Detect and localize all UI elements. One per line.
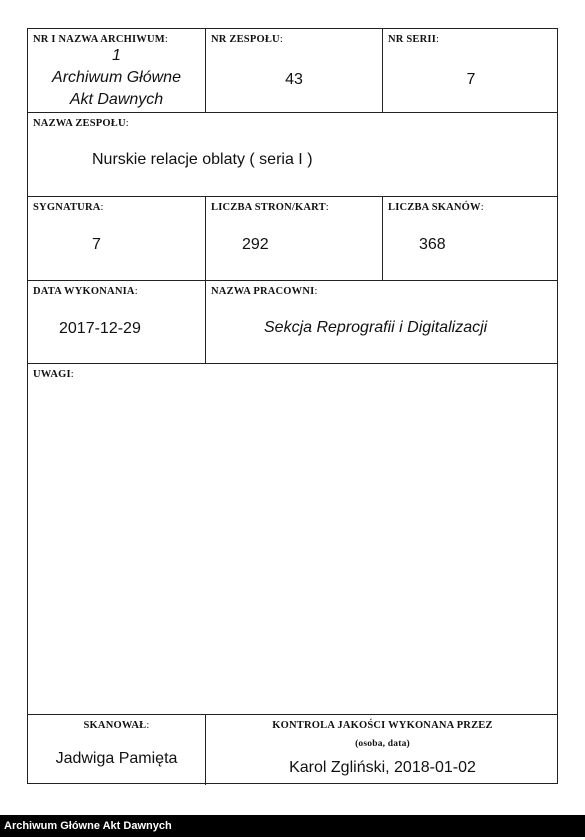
- archive-row: [28, 29, 557, 113]
- qc-label: KONTROLA JAKOŚCI WYKONANA PRZEZ: [272, 720, 493, 731]
- studio-label: NAZWA PRACOWNI: [211, 286, 315, 297]
- scanned-by-cell: SKANOWAŁ: Jadwiga Pamięta: [28, 715, 205, 785]
- fond-name-label: NAZWA ZESPOŁU: [33, 118, 126, 129]
- series-number-label: NR SERII: [388, 34, 436, 45]
- fond-name: Nurskie relacje oblaty ( seria I ): [92, 151, 313, 168]
- series-number: 7: [466, 71, 476, 88]
- scans-label: LICZBA SKANÓW: [388, 202, 481, 213]
- pages-label: LICZBA STRON/KART: [211, 202, 326, 213]
- date-label: DATA WYKONANIA: [33, 286, 135, 297]
- notes-label: UWAGI: [33, 369, 71, 380]
- date-value: 2017-12-29: [59, 320, 141, 337]
- date-cell: DATA WYKONANIA: 2017-12-29: [33, 286, 141, 337]
- pages-cell: LICZBA STRON/KART: 292: [205, 197, 382, 280]
- signature-value: 7: [92, 236, 101, 253]
- studio-cell: NAZWA PRACOWNI: Sekcja Reprografii i Digitalizacji: [205, 281, 559, 363]
- archive-cell: NR I NAZWA ARCHIWUM: 1 Archiwum Główne Akt Dawnych: [28, 29, 205, 112]
- fond-number-cell: NR ZESPOŁU: 43: [205, 29, 382, 112]
- signoff-row: [28, 715, 557, 785]
- scanned-by-value: Jadwiga Pamięta: [55, 750, 178, 767]
- archive-number: 1: [112, 47, 121, 64]
- qc-value: Karol Zgliński, 2018-01-02: [289, 759, 476, 776]
- studio-value: Sekcja Reprografii i Digitalizacji: [264, 319, 488, 336]
- archive-name-line2: Akt Dawnych: [69, 91, 164, 108]
- fond-name-row: NAZWA ZESPOŁU: Nurskie relacje oblaty ( seria I ): [28, 113, 557, 197]
- scans-cell: LICZBA SKANÓW: 368: [382, 197, 559, 280]
- counts-row: [28, 197, 557, 281]
- scans-value: 368: [419, 236, 446, 253]
- fond-number-label: NR ZESPOŁU: [211, 34, 280, 45]
- pages-value: 292: [242, 236, 269, 253]
- signature-label: SYGNATURA: [33, 202, 101, 213]
- metadata-sheet: [27, 28, 558, 784]
- archive-footer-banner: Archiwum Główne Akt Dawnych: [0, 815, 585, 837]
- notes-row: UWAGI:: [28, 364, 557, 715]
- series-number-cell: NR SERII: 7: [382, 29, 559, 112]
- quality-control-cell: [205, 715, 559, 785]
- archive-label: NR I NAZWA ARCHIWUM: [33, 34, 165, 45]
- date-studio-row: [28, 281, 557, 364]
- archive-name-line1: Archiwum Główne: [52, 69, 181, 86]
- signature-cell: SYGNATURA: 7: [33, 202, 104, 253]
- scanned-by-label: SKANOWAŁ: [83, 720, 147, 731]
- fond-number: 43: [285, 71, 303, 88]
- qc-sublabel: (osoba, data): [355, 739, 410, 749]
